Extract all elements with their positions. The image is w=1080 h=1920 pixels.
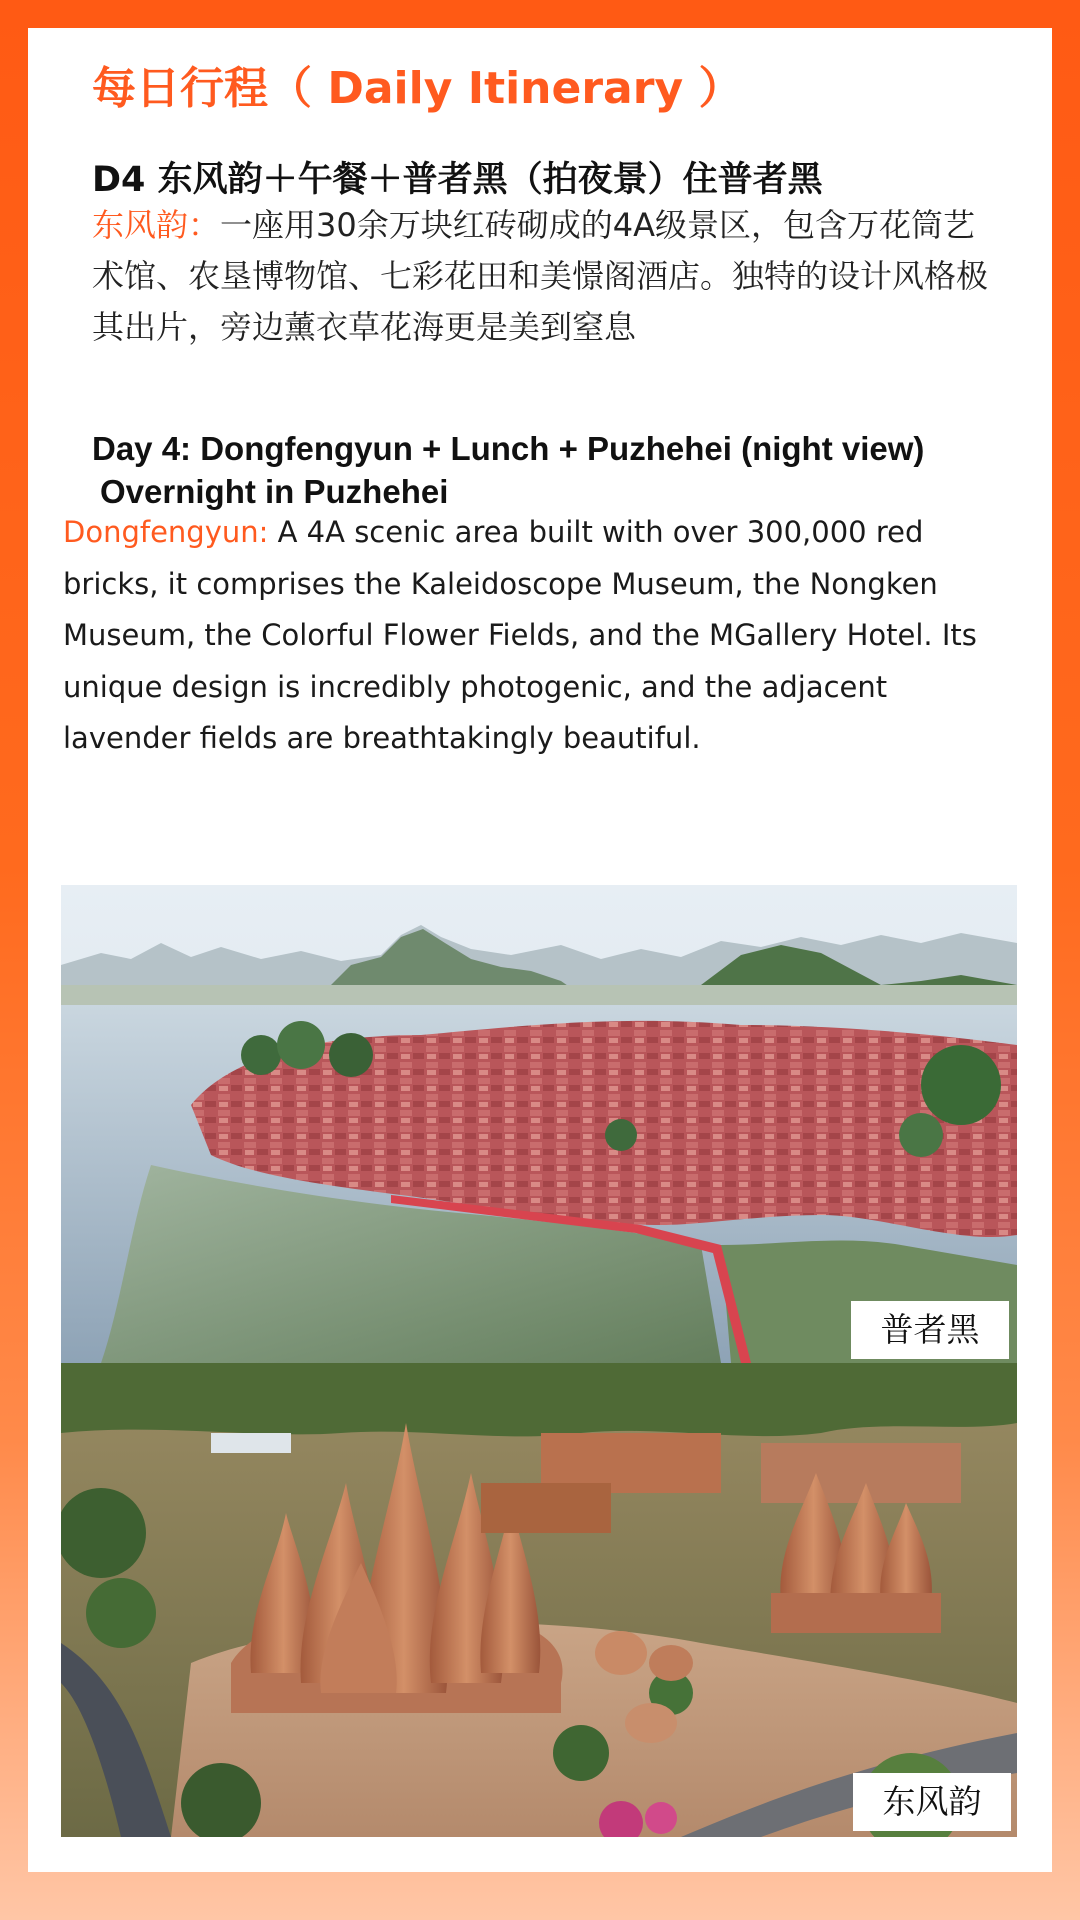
place-name-zh: 东风韵： — [92, 206, 221, 244]
photo-dongfengyun — [61, 1363, 1017, 1837]
day-title-en-line2: Overnight in Puzhehei — [100, 473, 449, 510]
dongfengyun-illustration — [61, 1363, 1017, 1837]
day-description-zh — [92, 200, 992, 353]
page-title: 每日行程（ Daily Itinerary ） — [92, 63, 743, 114]
day-title-en — [92, 427, 992, 513]
day-title-zh: D4 东风韵＋午餐＋普者黑（拍夜景）住普者黑 — [92, 160, 823, 200]
day-title-en-line1: Day 4: Dongfengyun + Lunch + Puzhehei (night view) — [92, 430, 925, 467]
description-body-en: A 4A scenic area built with over 300,000 red bricks, it comprises the Kaleidoscope Museum, the Nongken Museum, the Colorful Flower Fields, and the MGallery Hotel. Its unique design is incredibly photogenic, and the adjacent lavender fields are breathtakingly beautiful. — [63, 515, 977, 755]
caption-dongfengyun: 东风韵 — [853, 1773, 1011, 1831]
place-name-en: Dongfengyun: — [63, 515, 269, 549]
puzhehei-illustration — [61, 885, 1017, 1363]
photo-puzhehei — [61, 885, 1017, 1363]
day-description-en — [63, 507, 1023, 765]
description-body-zh: 一座用30余万块红砖砌成的4A级景区，包含万花筒艺术馆、农垦博物馆、七彩花田和美憬阁酒店。独特的设计风格极其出片，旁边薰衣草花海更是美到窒息 — [92, 206, 989, 346]
caption-puzhehei: 普者黑 — [851, 1301, 1009, 1359]
